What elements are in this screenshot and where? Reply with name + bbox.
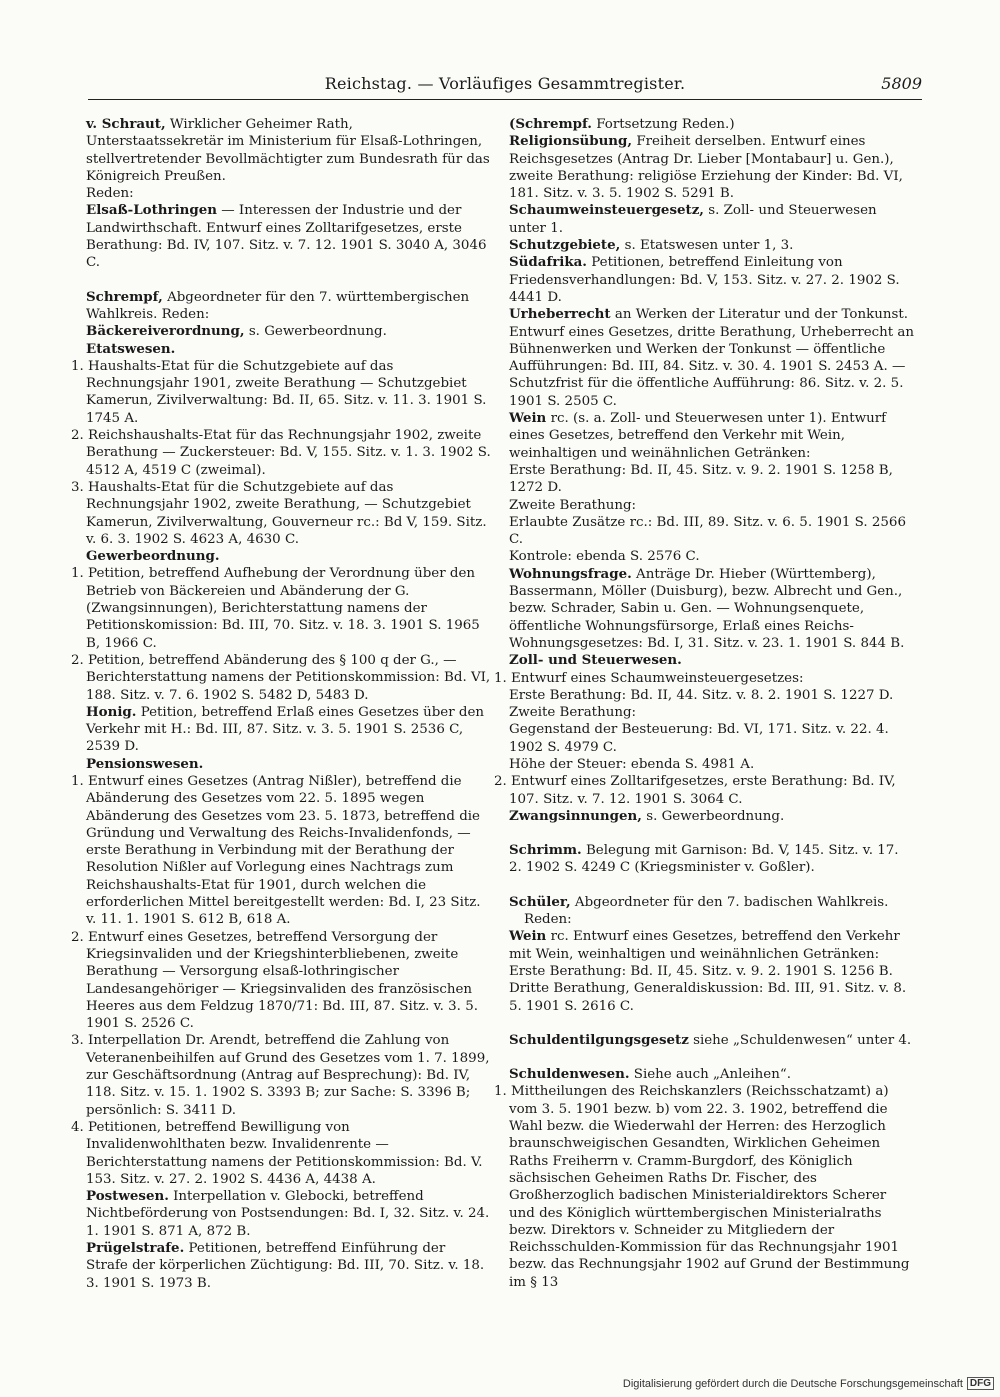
running-title: Reichstag. — Vorläufiges Gesammtregister. bbox=[324, 74, 686, 93]
entry-description: Abgeordneter für den 7. württembergischen Wahlkreis. Reden: bbox=[86, 289, 470, 322]
keyword: Wohnungsfrage. bbox=[509, 565, 632, 582]
entry-schrimm bbox=[509, 842, 915, 877]
list-item: 1. Entwurf eines Schaumweinsteuergesetzes: bbox=[494, 670, 804, 686]
entry-text: Interpellation v. Glebocki, betreffend Nichtbeförderung von Postsendungen: Bd. I, 32. Sitz. v. 24. 1. 1901 S. 871 A, 872 B. bbox=[86, 1189, 490, 1239]
list-item: 2. Entwurf eines Zolltarifgesetzes, erste Berathung: Bd. IV, 107. Sitz. v. 7. 12. 1901 S. 3064 C. bbox=[494, 774, 896, 807]
keyword: Zwangsinnungen, bbox=[509, 807, 642, 824]
entry-text: Petition, betreffend Erlaß eines Gesetzes über den Verkehr mit H.: Bd. III, 87. Sitz. v. 3. 5. 1901 S. 2536 C, 2539 D. bbox=[86, 704, 484, 755]
keyword: Schaumweinsteuergesetz, bbox=[509, 202, 704, 219]
keyword: Wein bbox=[509, 928, 547, 945]
sub-line: Zweite Berathung: bbox=[509, 497, 637, 513]
entry-schraut bbox=[86, 116, 491, 272]
keyword: Südafrika. bbox=[509, 254, 587, 271]
sub-line: Zweite Berathung: bbox=[509, 705, 637, 721]
keyword: Gewerbeordnung. bbox=[86, 548, 220, 565]
list-item: 1. Mittheilungen des Reichskanzlers (Reichsschatzamt) a) vom 3. 5. 1901 bezw. b) vom 22. 3. 1902, betreffend die Wahl bezw. die Wiederwahl der Herren: des Herzoglich braunschweigischen Gesandten, Wirklichen Geheimen Raths Freiherrn v. Cramm-Burgdorf, des Königlich sächsischen Geheimen Raths Dr. Fischer, des Großherzoglich badischen Ministerialdirektors Scherer und des Königlich württembergischen Ministerialraths bezw. Direktors v. Schneider zu Mitgliedern der Reichsschulden-Kommission für das Rechnungsjahr 1901 bezw. das Rechnungsjahr 1902 auf Grund der Bestimmung im § 13 bbox=[494, 1084, 910, 1290]
sub-line: Erlaubte Zusätze rc.: Bd. III, 89. Sitz. v. 6. 5. 1901 S. 2566 C. bbox=[509, 514, 906, 548]
keyword: Postwesen. bbox=[86, 1188, 169, 1205]
keyword: Bäckereiverordnung, bbox=[86, 323, 245, 340]
right-column bbox=[494, 116, 915, 1308]
page-number: 5809 bbox=[881, 74, 922, 93]
reden-label: Reden: bbox=[524, 912, 572, 928]
page-header bbox=[88, 74, 922, 100]
entry-text: an Werken der Literatur und der Tonkunst. Entwurf eines Gesetzes, dritte Berathung, Urheberrecht an Bühnenwerken und Werken der Tonkunst — öffentliche Aufführungen: Bd. III, 84. Sitz. v. 30. 4. 1901 S. 2453 A. — Schutzfrist für die öffentliche Aufführung: 86. Sitz. v. 2. 5. 1901 S. 2505 C. bbox=[509, 307, 915, 409]
entry-name: Schrempf, bbox=[86, 288, 163, 305]
entry-description: Fortsetzung Reden.) bbox=[596, 117, 735, 132]
left-column bbox=[71, 116, 491, 1309]
keyword: Etatswesen. bbox=[86, 340, 176, 357]
keyword: Zoll- und Steuerwesen. bbox=[509, 652, 682, 669]
keyword: Wein bbox=[509, 410, 547, 427]
footer-text: Digitalisierung gefördert durch die Deutsche Forschungsgemeinschaft bbox=[622, 1377, 963, 1390]
dfg-logo: DFG bbox=[967, 1377, 994, 1390]
reden-label: Reden: bbox=[86, 186, 134, 202]
entry-schueler bbox=[509, 894, 915, 1015]
entry-description: Wirklicher Geheimer Rath, Unterstaatssekretär im Ministerium für Elsaß-Lothringen, stellvertretender Bevollmächtigter zum Bundesrath für das Königreich Preußen. bbox=[86, 117, 490, 184]
entry-text: s. Gewerbeordnung. bbox=[646, 808, 785, 824]
entry-schrempf bbox=[71, 288, 491, 1292]
list-item: 1. Petition, betreffend Aufhebung der Verordnung über den Betrieb von Bäckereien und Abänderung der G. (Zwangsinnungen), Berichterstattung namens der Petitionskomission: Bd. III, 70. Sitz. v. 18. 3. 1901 S. 1965 B, 1966 C. bbox=[71, 566, 480, 651]
entry-text: siehe „Schuldenwesen“ unter 4. bbox=[693, 1032, 912, 1048]
keyword: Prügelstrafe. bbox=[86, 1240, 185, 1256]
entry-name: Schrimm. bbox=[509, 842, 582, 859]
entry-text: Anträge Dr. Hieber (Württemberg), Bassermann, Möller (Duisburg), bezw. Albrecht und Gen., bezw. Schrader, Sabin u. Gen. — Wohnungsenquete, öffentliche Wohnungsfürsorge, Erlaß eines Reichs-Wohnungsgesetzes: Bd. I, 31. Sitz. v. 23. 1. 1901 S. 844 B. bbox=[509, 566, 905, 651]
entry-schrempf-continued bbox=[494, 116, 915, 825]
sub-line: Höhe der Steuer: ebenda S. 4981 A. bbox=[509, 756, 755, 772]
keyword: Pensionswesen. bbox=[86, 755, 204, 772]
list-item: 2. Petition, betreffend Abänderung des § 100 q der G., — Berichterstattung namens der Petitionskommission: Bd. VI, 188. Sitz. v. 7. 6. 1902 S. 5482 D, 5483 D. bbox=[71, 652, 491, 703]
entry-text: Petitionen, betreffend Einleitung von Friedensverhandlungen: Bd. V, 153. Sitz. v. 27. 2. 1902 S. 4441 D. bbox=[509, 255, 900, 305]
header-rule bbox=[88, 99, 922, 100]
sub-line: Dritte Berathung, Generaldiskussion: Bd. III, 91. Sitz. v. 8. 5. 1901 S. 2616 C. bbox=[509, 981, 907, 1014]
sub-line: Kontrole: ebenda S. 2576 C. bbox=[509, 549, 700, 565]
entry-name: Schuldenwesen. bbox=[509, 1066, 630, 1083]
list-item: 3. Haushalts-Etat für die Schutzgebiete auf das Rechnungsjahr 1902, zweite Berathung, — Schutzgebiet Kamerun, Zivilverwaltung, Gouverneur rc.: Bd V, 159. Sitz. v. 6. 3. 1902 S. 4623 A, 4630 C. bbox=[71, 479, 487, 547]
entry-name: (Schrempf. bbox=[509, 116, 592, 132]
entry-text: Belegung mit Garnison: Bd. V, 145. Sitz. v. 17. 2. 1902 S. 4249 C (Kriegsminister v. Goßler). bbox=[509, 843, 899, 876]
list-item: 3. Interpellation Dr. Arendt, betreffend die Zahlung von Veteranenbeihilfen auf Grund des Gesetzes vom 1. 7. 1899, zur Geschäftsordnung (Antrag auf Besprechung): Bd. IV, 118. Sitz. v. 15. 1. 1902 S. 3393 B; zur Sache: S. 3396 B; persönlich: S. 3411 D. bbox=[71, 1033, 490, 1118]
sub-line: Erste Berathung: Bd. II, 44. Sitz. v. 8. 2. 1901 S. 1227 D. bbox=[509, 687, 894, 703]
entry-text: s. Gewerbeordnung. bbox=[248, 324, 387, 340]
entry-description: Abgeordneter für den 7. badischen Wahlkreis. bbox=[574, 894, 889, 910]
list-item: 2. Reichshaushalts-Etat für das Rechnungsjahr 1902, zweite Berathung — Zuckersteuer: Bd. V, 155. Sitz. v. 1. 3. 1902 S. 4512 A, 4519 C (zweimal). bbox=[71, 428, 491, 478]
entry-text: Siehe auch „Anleihen“. bbox=[633, 1067, 791, 1083]
list-item: 1. Entwurf eines Gesetzes (Antrag Nißler), betreffend die Abänderung des Gesetzes vom 22. 5. 1895 wegen Abänderung des Gesetzes vom 23. 5. 1873, betreffend die Gründung und Verwaltung des Reichs-Invalidenfonds, — erste Berathung in Verbindung mit der Berathung der Resolution Nißler auf Vorlegung eines Nachtrags zum Reichshaushalts-Etat für 1901, durch welchen die erforderlichen Mittel bereitgestellt werden: Bd. I, 23 Sitz. v. 11. 1. 1901 S. 612 B, 618 A. bbox=[71, 773, 481, 928]
entry-text: Freiheit derselben. Entwurf eines Reichsgesetzes (Antrag Dr. Lieber [Montabaur] u. Gen.), zweite Berathung: religiöse Erziehung der Kinder: Bd. VI, 181. Sitz. v. 3. 5. 1902 S. 5291 B. bbox=[509, 134, 903, 202]
sub-line: Erste Berathung: Bd. II, 45. Sitz. v. 9. 2. 1901 S. 1256 B. bbox=[509, 963, 893, 979]
keyword: Schutzgebiete, bbox=[509, 237, 621, 254]
list-item: 1. Haushalts-Etat für die Schutzgebiete auf das Rechnungsjahr 1901, zweite Berathung — Schutzgebiet Kamerun, Zivilverwaltung: Bd. II, 65. Sitz. v. 11. 3. 1901 S. 1745 A. bbox=[71, 358, 487, 426]
keyword: Elsaß-Lothringen bbox=[86, 202, 218, 219]
entry-text: s. Zoll- und Steuerwesen unter 1. bbox=[509, 203, 877, 236]
entry-schuldentilgungsgesetz bbox=[509, 1032, 915, 1049]
keyword: Urheberrecht bbox=[509, 306, 611, 323]
keyword: Religionsübung, bbox=[509, 133, 633, 150]
footer bbox=[623, 1377, 994, 1390]
keyword: Honig. bbox=[86, 703, 137, 720]
entry-name: Schüler, bbox=[509, 893, 571, 910]
entry-name: v. Schraut, bbox=[86, 116, 166, 132]
entry-name: Schuldentilgungsgesetz bbox=[509, 1031, 689, 1048]
entry-text: rc. (s. a. Zoll- und Steuerwesen unter 1). Entwurf eines Gesetzes, betreffend den Verkehr mit Wein, weinhaltigen und weinähnlichen Getränken: bbox=[509, 411, 887, 461]
entry-schuldenwesen bbox=[494, 1066, 915, 1291]
entry-text: s. Etatswesen unter 1, 3. bbox=[624, 238, 794, 254]
sub-line: Erste Berathung: Bd. II, 45. Sitz. v. 9. 2. 1901 S. 1258 B, 1272 D. bbox=[509, 462, 893, 496]
entry-text: rc. Entwurf eines Gesetzes, betreffend den Verkehr mit Wein, weinhaltigen und weinähnlichen Getränken: bbox=[509, 929, 900, 962]
entry-text: — Interessen der Industrie und der Landwirthschaft. Entwurf eines Zolltarifgesetzes, erste Berathung: Bd. IV, 107. Sitz. v. 7. 12. 1901 S. 3040 A, 3046 C. bbox=[86, 203, 487, 271]
sub-line: Gegenstand der Besteuerung: Bd. VI, 171. Sitz. v. 22. 4. 1902 S. 4979 C. bbox=[509, 722, 889, 755]
entry-text: Petitionen, betreffend Einführung der Strafe der körperlichen Züchtigung: Bd. III, 70. Sitz. v. 18. 3. 1901 S. 1973 B. bbox=[86, 1241, 485, 1291]
list-item: 4. Petitionen, betreffend Bewilligung von Invalidenwohlthaten bezw. Invalidenrente — Berichterstattung namens der Petitionskommission: Bd. V. 153. Sitz. v. 27. 2. 1902 S. 4436 A, 4438 A. bbox=[71, 1119, 483, 1187]
list-item: 2. Entwurf eines Gesetzes, betreffend Versorgung der Kriegsinvaliden und der Kriegshinterbliebenen, zweite Berathung — Versorgung elsaß-lothringischer Landesangehöriger — Kriegsinvaliden des französischen Heeres aus dem Feldzug 1870/71: Bd. III, 87. Sitz. v. 3. 5. 1901 S. 2526 C. bbox=[71, 929, 478, 1032]
